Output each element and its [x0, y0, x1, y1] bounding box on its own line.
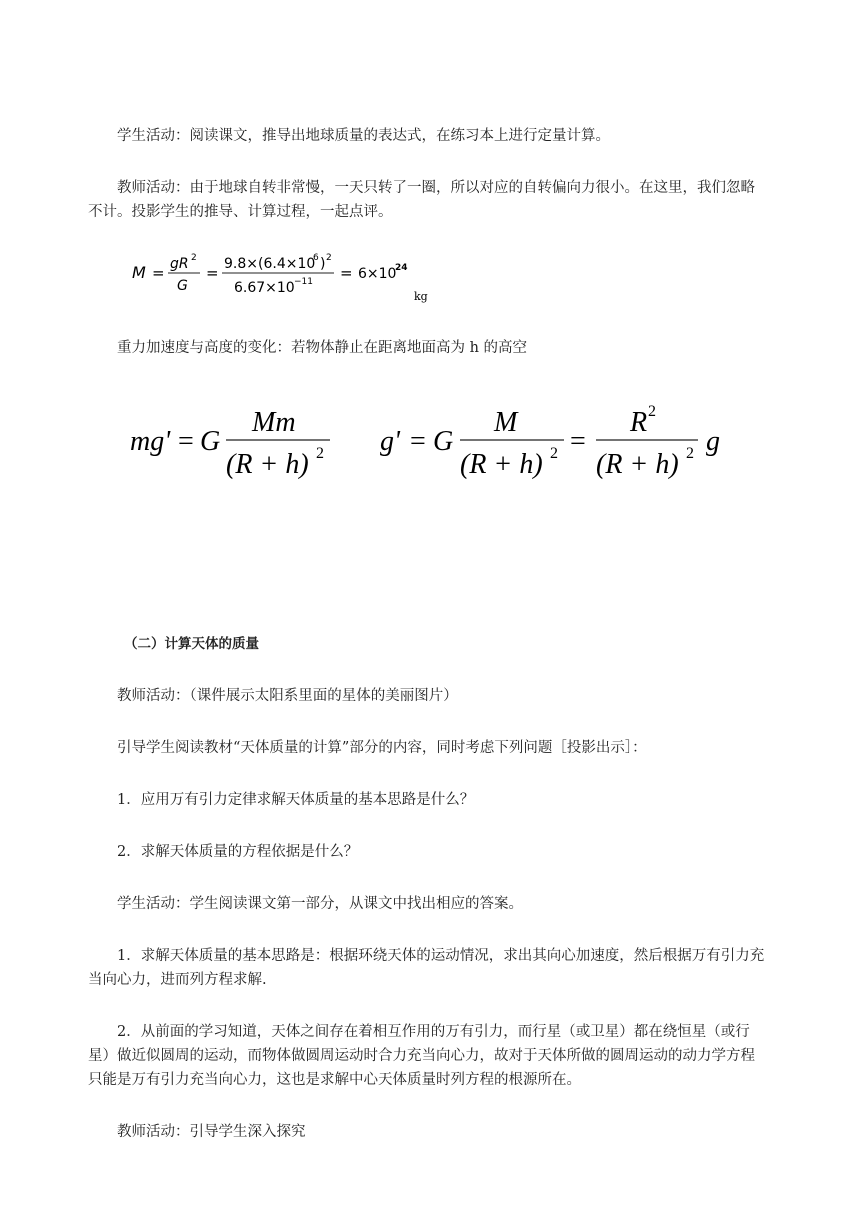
- formula1-num2: 9.8×(6.4×10: [224, 256, 316, 272]
- svg-text:=: =: [206, 264, 219, 282]
- formula3-num2-exp: 2: [648, 403, 656, 420]
- formula2-den-exp: 2: [316, 445, 324, 462]
- paragraph-student-activity-1: 学生活动：阅读课文，推导出地球质量的表达式，在练习本上进行定量计算。: [117, 128, 610, 144]
- formula3-tail: g: [706, 426, 720, 457]
- formula1-num2-close-exp: 2: [326, 253, 332, 263]
- formula2-g: G: [200, 426, 221, 457]
- formula1-result: 6×10: [358, 266, 397, 282]
- paragraph-guide-reading: 引导学生阅读教材“天体质量的计算”部分的内容，同时考虑下列问题［投影出示］：: [117, 740, 647, 756]
- formula1-den2: 6.67×10: [234, 280, 295, 296]
- answer-2: 2．从前面的学习知道，天体之间存在着相互作用的万有引力，而行星（或卫星）都在绕恒星（或行星）做近似圆周的运动，而物体做圆周运动时合力充当向心力，故对于天体所做的圆周运动的动力学方程只能是万有引力充当向心力，这也是求解中心天体质量时列方程的根源所在。: [88, 1024, 755, 1088]
- formula3-den2-exp: 2: [686, 445, 694, 462]
- formula3-num2: R: [630, 407, 648, 438]
- question-1: 1．应用万有引力定律求解天体质量的基本思路是什么？: [117, 792, 475, 808]
- paragraph-teacher-activity-1: 教师活动：由于地球自转非常慢，一天只转了一圈，所以对应的自转偏向力很小。在这里，我们忽略不计。投影学生的推导、计算过程，一起点评。: [88, 180, 755, 220]
- formula1-num2-close: ): [320, 256, 326, 272]
- gravity-force-formula: [130, 400, 340, 484]
- formula3-num1: M: [494, 407, 518, 438]
- formula1-unit: kg: [414, 290, 428, 303]
- formula2-den: (R + h): [226, 449, 309, 480]
- formula1-den2-exp: −11: [294, 277, 313, 287]
- formula2-lhs: mg': [130, 426, 171, 457]
- gravity-acceleration-formula: [380, 400, 730, 484]
- paragraph-gravity-height: 重力加速度与高度的变化：若物体静止在距离地面高为 h 的高空: [117, 340, 528, 356]
- formula3-den1: (R + h): [460, 449, 543, 480]
- paragraph-teacher-activity-3: 教师活动：引导学生深入探究: [117, 1124, 306, 1140]
- formula1-num1: gR: [170, 256, 189, 272]
- formula1-num2-exp: 6: [313, 253, 319, 263]
- formula1-result-exp: 24: [395, 263, 408, 273]
- paragraph-student-activity-2: 学生活动：学生阅读课文第一部分，从课文中找出相应的答案。: [117, 896, 523, 912]
- svg-text:=: =: [570, 426, 586, 457]
- formula3-den2: (R + h): [596, 449, 679, 480]
- answer-1: 1．求解天体质量的基本思路是：根据环绕天体的运动情况，求出其向心加速度，然后根据万有引力充当向心力，进而列方程求解.: [88, 948, 765, 988]
- formula3-g: G: [433, 426, 454, 457]
- section-heading: （二）计算天体的质量: [124, 636, 259, 652]
- svg-text:=: =: [410, 426, 426, 457]
- formula1-den1: G: [177, 278, 188, 294]
- earth-mass-formula: [132, 248, 462, 304]
- question-2: 2．求解天体质量的方程依据是什么？: [117, 844, 359, 860]
- svg-text:=: =: [152, 264, 165, 282]
- formula1-num1-exp: 2: [191, 253, 197, 263]
- svg-text:=: =: [178, 426, 194, 457]
- formula1-lhs: M: [132, 263, 146, 282]
- paragraph-teacher-activity-2: 教师活动：（课件展示太阳系里面的星体的美丽图片）: [117, 688, 458, 704]
- formula3-den1-exp: 2: [550, 445, 558, 462]
- formula3-lhs: g': [380, 426, 400, 457]
- formula2-num: Mm: [252, 407, 296, 438]
- svg-text:=: =: [340, 264, 353, 282]
